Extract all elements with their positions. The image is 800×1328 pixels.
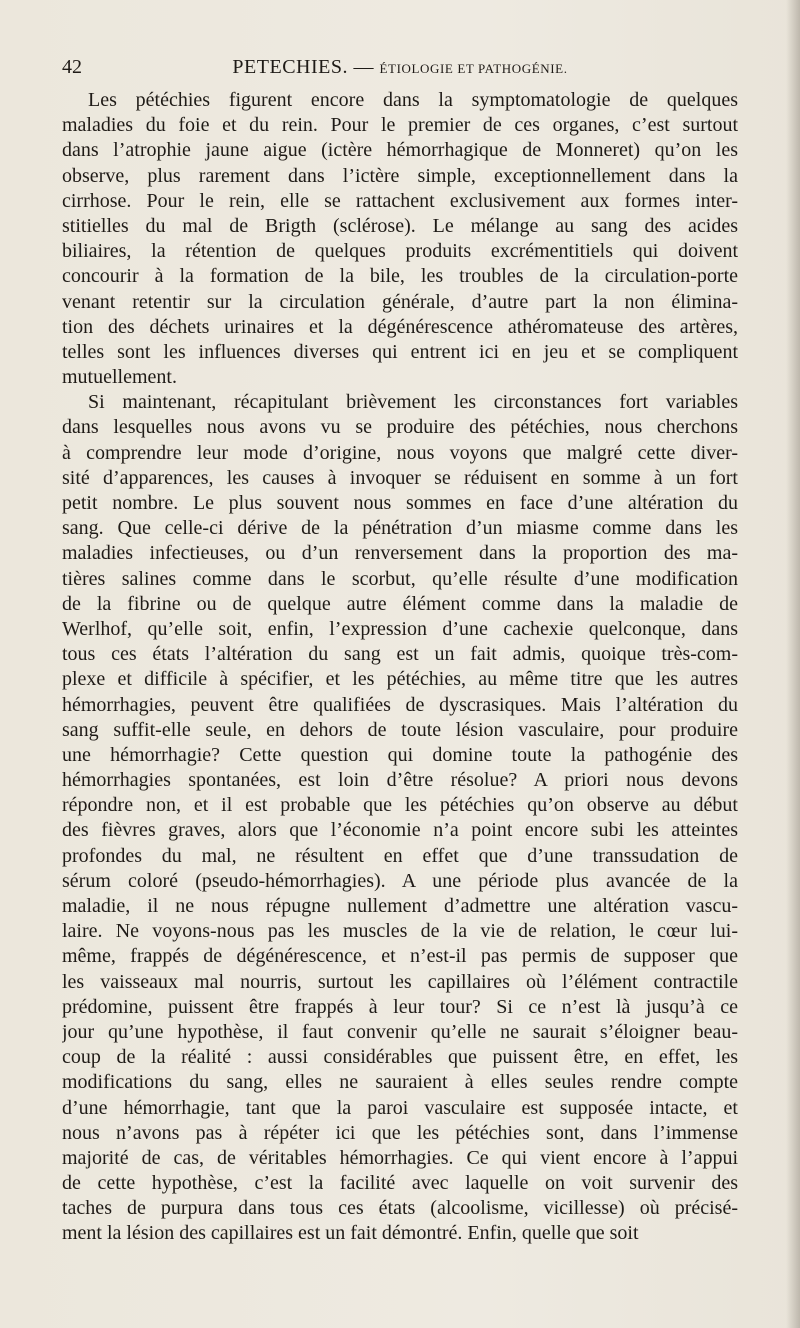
text-line: sérum coloré (pseudo-hémorrhagies). A une période plus avancée de la [62,869,738,892]
text-line: profondes du mal, ne résultent en effet que d’une transsudation de [62,844,738,867]
running-title-sub: ÉTIOLOGIE ET PATHOGÉNIE. [379,61,568,76]
text-line: maladie, il ne nous répugne nullement d’admettre une altération vascu- [62,895,738,917]
text-line: Les pétéchies figurent encore dans la symptomatologie de quelques [88,89,738,111]
running-title-dash: — [353,56,374,78]
text-line: jour qu’une hypothèse, il faut convenir qu’elle ne saurait s’éloigner beau- [62,1020,738,1043]
text-line: d’une hémorrhagie, tant que la paroi vasculaire est supposée intacte, et [62,1096,738,1119]
text-line: tous ces états l’altération du sang est un fait admis, quoique très-com- [62,643,738,666]
text-line: modifications du sang, elles ne sauraient à elles seules rendre compte [62,1071,738,1094]
text-line: dans lesquelles nous avons vu se produire des pétéchies, nous cherchons [62,416,738,439]
text-line: coup de la réalité : aussi considérables que puissent être, en effet, les [62,1046,738,1069]
body-text [62,88,738,1247]
text-line: plexe et difficile à spécifier, et les pétéchies, au même titre que les autres [62,668,738,691]
text-line: concourir à la formation de la bile, les troubles de la circulation-porte [62,265,738,288]
text-line: maladies du foie et du rein. Pour le premier de ces organes, c’est surtout [62,114,738,137]
text-line: une hémorrhagie? Cette question qui domine toute la pathogénie des [62,743,738,766]
text-line: taches de purpura dans tous ces états (alcoolisme, vicillesse) où précisé- [62,1197,738,1220]
text-line: sang suffit-elle seule, en dehors de toute lésion vasculaire, pour produire [62,718,738,741]
text-line: majorité de cas, de véritables hémorrhagies. Ce qui vient encore à l’appui [62,1146,738,1169]
text-line: Werlhof, qu’elle soit, enfin, l’expression d’une cachexie quelconque, dans [62,617,738,640]
running-header [62,56,738,82]
text-line: des fièvres graves, alors que l’économie n’a point encore subi les atteintes [62,819,738,842]
text-line: telles sont les influences diverses qui entrent ici en jeu et se compliquent [62,340,738,363]
text-line: nous n’avons pas à répéter ici que les pétéchies sont, dans l’immense [62,1121,738,1144]
text-line: prédomine, puissent être frappés à leur tour? Si ce n’est là jusqu’à ce [62,995,738,1018]
text-line: même, frappés de dégénérescence, et n’est-il pas permis de supposer que [62,945,738,968]
text-line: hémorrhagies, peuvent être qualifiées de dyscrasiques. Mais l’altération du [62,693,738,716]
text-line: maladies infectieuses, ou d’un renversement dans la proportion des ma- [62,542,738,565]
text-line: ment la lésion des capillaires est un fait démontré. Enfin, quelle que soit [62,1222,639,1245]
text-line: stitielles du mal de Brigth (sclérose). Le mélange au sang des acides [62,214,738,237]
text-line: à comprendre leur mode d’origine, nous voyons que malgré cette diver- [62,441,738,464]
paragraph [62,390,738,1246]
page-edge-shadow [786,0,800,1328]
running-title-main: PETECHIES. [232,56,348,78]
text-line: sité d’apparences, les causes à invoquer se réduisent en somme à un fort [62,466,738,489]
running-title [62,56,738,79]
paragraph [62,88,738,390]
text-line: hémorrhagies spontanées, est loin d’être résolue? A priori nous devons [62,769,738,792]
text-line: de cette hypothèse, c’est la facilité avec laquelle on voit survenir des [62,1172,738,1195]
text-line: sang. Que celle-ci dérive de la pénétration d’un miasme comme dans les [62,517,738,540]
text-line: répondre non, et il est probable que les pétéchies qu’on observe au début [62,794,738,817]
text-line: mutuellement. [62,366,177,389]
text-line: de la fibrine ou de quelque autre élément comme dans la maladie de [62,592,738,615]
text-line: laire. Ne voyons-nous pas les muscles de la vie de relation, le cœur lui- [62,920,738,943]
text-line: les vaisseaux mal nourris, surtout les capillaires où l’élément contractile [62,970,738,993]
page-number: 42 [62,56,82,78]
text-line: tières salines comme dans le scorbut, qu’elle résulte d’une modification [62,567,738,590]
text-line: cirrhose. Pour le rein, elle se rattachent exclusivement aux formes inter- [62,189,738,212]
text-line: biliaires, la rétention de quelques produits excrémentitiels qui doivent [62,240,738,263]
text-line: observe, plus rarement dans l’ictère simple, exceptionnellement dans la [62,164,738,187]
text-line: venant retentir sur la circulation générale, d’autre part la non élimina- [62,290,738,313]
text-line: Si maintenant, récapitulant brièvement les circonstances fort variables [88,391,738,414]
text-line: petit nombre. Le plus souvent nous sommes en face d’une altération du [62,492,738,514]
text-line: dans l’atrophie jaune aigue (ictère hémorrhagique de Monneret) qu’on les [62,139,738,162]
text-line: tion des déchets urinaires et la dégénérescence athéromateuse des artères, [62,315,738,338]
